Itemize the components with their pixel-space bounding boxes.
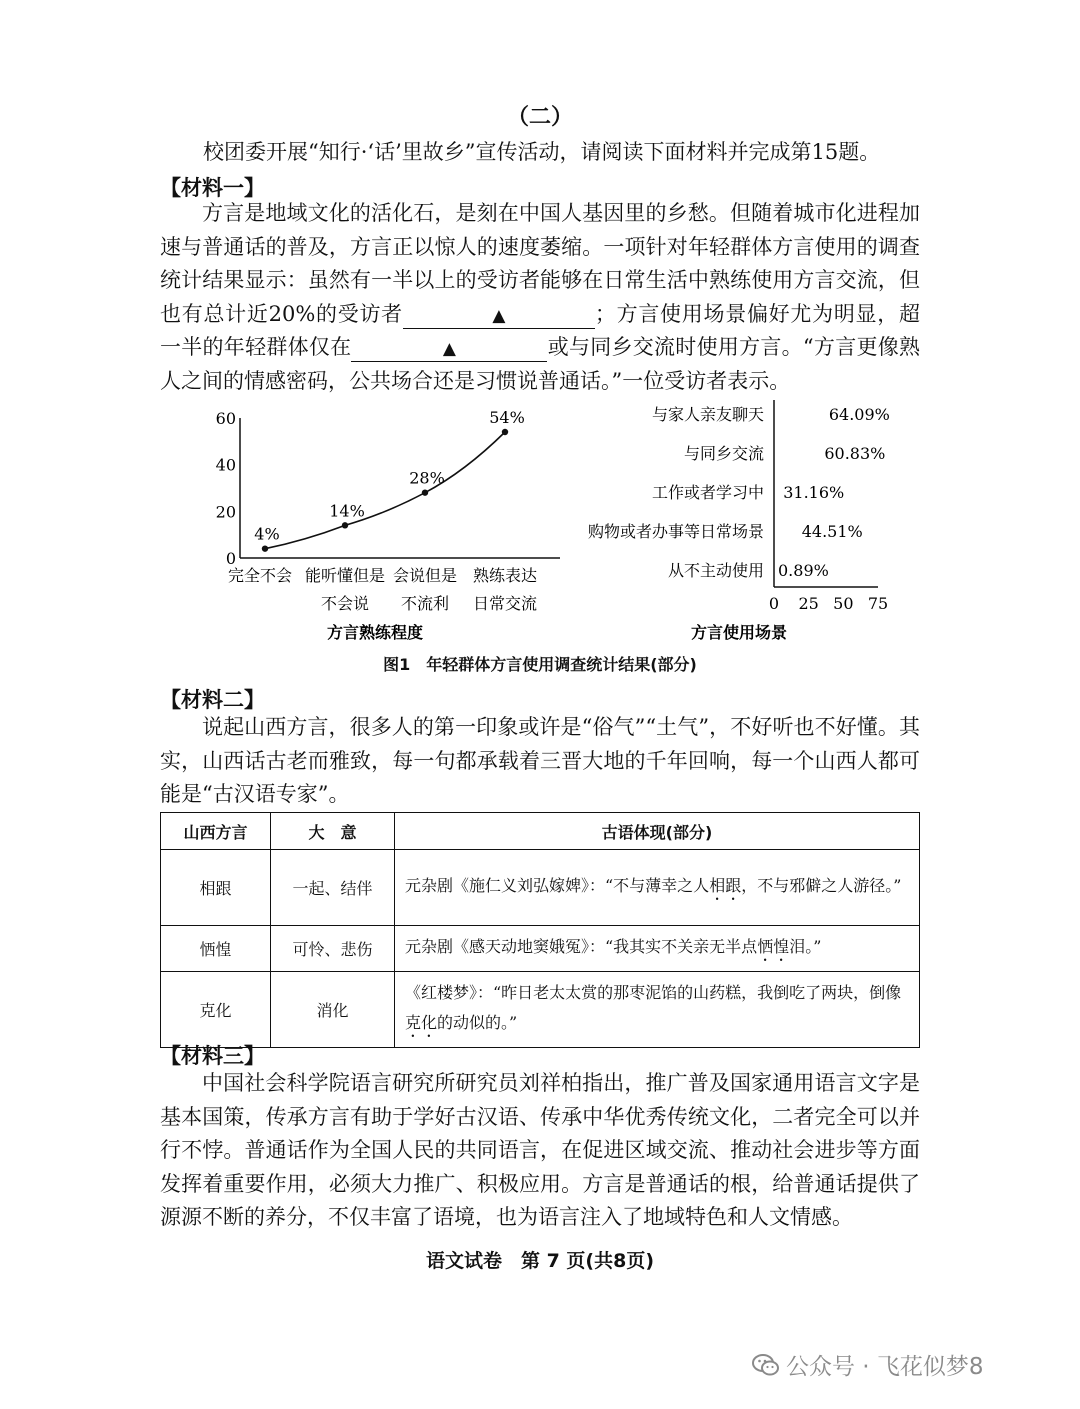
value-label: 0.89% <box>778 561 829 580</box>
x-tick-label: 不流利 <box>400 594 450 613</box>
data-point <box>262 545 268 551</box>
x-tick-label: 会说但是 <box>392 566 458 585</box>
material2-heading: 【材料二】 <box>160 688 265 712</box>
source-text-end: 泪。” <box>789 937 822 956</box>
page-footer: 语文试卷 第 7 页(共8页) <box>425 1250 655 1272</box>
data-label: 14% <box>329 501 365 521</box>
x-tick-label: 25 <box>798 594 819 613</box>
value-label: 44.51% <box>801 522 863 541</box>
section-title: （二） <box>506 105 573 130</box>
x-tick-label: 75 <box>867 594 889 613</box>
category-label: 与同乡交流 <box>683 444 764 463</box>
emphasized-term: 相跟 <box>709 876 742 895</box>
x-axis-title: 方言使用场景 <box>690 623 788 642</box>
value-label: 60.83% <box>824 444 886 463</box>
proficiency-line-chart <box>195 400 575 650</box>
cell-source <box>395 850 920 926</box>
blank-triangle-mark-2: ▲ <box>442 339 456 359</box>
y-tick-label: 20 <box>215 502 236 522</box>
material1-heading: 【材料一】 <box>160 176 265 200</box>
y-tick-label: 60 <box>215 409 236 428</box>
data-point <box>342 522 348 528</box>
x-tick-label: 能听懂但是 <box>304 566 386 585</box>
data-label: 54% <box>489 408 525 427</box>
y-tick-label: 0 <box>225 549 236 568</box>
value-label: 64.09% <box>828 405 890 424</box>
cell-meaning: 消化 <box>271 972 395 1048</box>
header-source: 古语体现(部分) <box>395 813 920 850</box>
header-meaning: 大 意 <box>271 813 395 850</box>
watermark-text: 公众号 · 飞花似梦8 <box>786 1354 984 1380</box>
value-label: 31.16% <box>783 483 845 502</box>
x-tick-label: 日常交流 <box>472 594 538 613</box>
table-row <box>161 972 920 1048</box>
category-label: 工作或者学习中 <box>651 483 764 502</box>
x-tick-label: 50 <box>833 594 854 613</box>
table-header-row <box>161 813 920 850</box>
cell-term: 克化 <box>161 972 271 1048</box>
table-row <box>161 850 920 926</box>
material1-text-1: 方言是地域文化的活化石，是刻在中国人基因里的乡愁。但随着城市化进程加速与普通话的普及，方言正以惊人的速度萎缩。一项针对年轻群体方言使用的调查统计结果显示：虽然有一半以上的受访者能够在日常生活中熟练使用方言交流，但也有总计近20%的受访者 <box>160 201 920 326</box>
intro-text: 校团委开展“知行·‘话’里故乡”宣传活动，请阅读下面材料并完成第15题。 <box>203 140 881 164</box>
category-label: 从不主动使用 <box>667 561 764 580</box>
cell-source <box>395 972 920 1048</box>
usage-scene-chart <box>550 395 930 650</box>
emphasized-term: 恓惶 <box>757 937 790 956</box>
category-label: 与家人亲友聊天 <box>651 405 764 424</box>
cell-meaning: 可怜、悲伤 <box>271 926 395 972</box>
x-tick-label: 不会说 <box>320 594 370 613</box>
answer-blank-1 <box>403 302 595 329</box>
material1-paragraph <box>160 197 920 398</box>
x-tick-label: 熟练表达 <box>472 566 538 585</box>
x-tick-label: 0 <box>768 594 780 613</box>
dialect-table <box>160 812 920 1048</box>
source-text: 《红楼梦》：“昨日老太太赏的那枣泥馅的山药糕，我倒吃了两块，倒像 <box>405 983 902 1002</box>
material1-text-2: ；方言使用场景偏好尤为明显，超一半的年轻群体仅在 <box>160 301 920 359</box>
wechat-icon <box>752 1353 780 1377</box>
y-tick-label: 40 <box>215 455 236 475</box>
data-point <box>422 489 428 495</box>
table-row <box>161 926 920 972</box>
figure-caption: 图1 年轻群体方言使用调查统计结果(部分) <box>383 655 697 674</box>
material1-text-3: 或与同乡交流时使用方言。“方言更像熟人之间的情感密码，公共场合还是习惯说普通话。”一位受访者表示。 <box>160 335 920 393</box>
watermark <box>752 1348 984 1381</box>
header-dialect: 山西方言 <box>161 813 271 850</box>
source-text-end: ，不与邪僻之人游径。” <box>741 876 902 895</box>
source-text: 元杂剧《施仁义刘弘嫁婢》：“不与薄幸之人 <box>405 876 710 895</box>
cell-term: 相跟 <box>161 850 271 926</box>
blank-triangle-mark: ▲ <box>492 305 506 326</box>
material3-paragraph: 中国社会科学院语言研究所研究员刘祥柏指出，推广普及国家通用语言文字是基本国策，传承方言有助于学好古汉语、传承中华优秀传统文化，二者完全可以并行不悖。普通话作为全国人民的共同语言，在促进区域交流、推动社会进步等方面发挥着重要作用，必须大力推广、积极应用。方言是普通话的根，给普通话提供了源源不断的养分，不仅丰富了语境，也为语言注入了地域特色和人文情感。 <box>160 1071 920 1229</box>
data-label: 28% <box>409 468 445 488</box>
answer-blank-2 <box>351 335 547 362</box>
cell-source <box>395 926 920 972</box>
series-line <box>265 432 505 549</box>
data-label: 4% <box>254 524 280 544</box>
cell-term: 恓惶 <box>161 926 271 972</box>
category-label: 购物或者办事等日常场景 <box>587 522 764 541</box>
material3-heading: 【材料三】 <box>160 1044 265 1068</box>
material2-paragraph: 说起山西方言，很多人的第一印象或许是“俗气”“土气”，不好听也不好懂。其实，山西话古老而雅致，每一句都承载着三晋大地的千年回响，每一个山西人都可能是“古汉语专家”。 <box>160 715 920 806</box>
source-text: 元杂剧《感天动地窦娥冤》：“我其实不关亲无半点 <box>405 937 758 956</box>
cell-meaning: 一起、结伴 <box>271 850 395 926</box>
source-text-end: 的动似的。” <box>437 1013 518 1032</box>
x-axis-title: 方言熟练程度 <box>326 623 424 642</box>
data-point <box>502 429 508 435</box>
emphasized-term: 克化 <box>405 1013 438 1032</box>
x-tick-label: 完全不会 <box>227 566 293 585</box>
